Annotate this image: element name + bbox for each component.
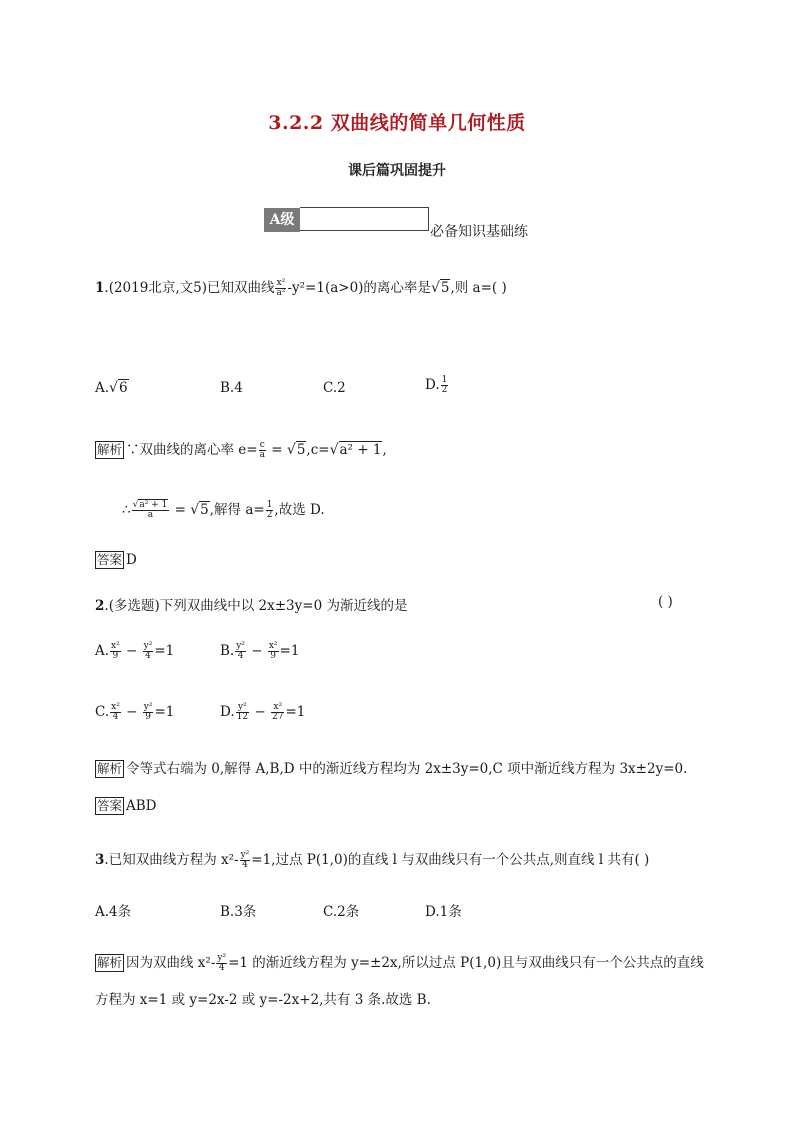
analysis-tag: 解析: [97, 442, 123, 457]
fraction: $\frac{\text{x²}}{\text{a²}}$: [276, 278, 286, 298]
question-text: -y²=1(a>0)的离心率是: [287, 280, 431, 296]
option-c: C.2条: [323, 904, 360, 920]
option-b: B.4: [220, 380, 243, 396]
level-badge: A级: [264, 208, 300, 232]
answer-2: 答案 ABD: [97, 798, 157, 814]
answer-paren: ( ): [658, 594, 673, 610]
level-blank-box: [300, 207, 429, 231]
section-subtitle: 课后篇巩固提升: [348, 163, 446, 179]
sqrt-value: 5: [440, 280, 450, 296]
option-b: B.3条: [220, 904, 257, 920]
analysis-tag: 解析: [97, 761, 123, 776]
option-b: B. $\frac{\text{y²}}{4}$ − $\frac{\text{x²}}{9}$ =1: [220, 641, 300, 661]
option-d: D. $\frac{1}{2}$: [425, 375, 448, 395]
answer-tag: 答案: [97, 798, 123, 813]
page-title: 3.2.2 双曲线的简单几何性质: [268, 112, 526, 134]
option-a: A.4条: [95, 904, 132, 920]
analysis-1: 解析 ∵双曲线的离心率 e= $\frac{c}{a}$ = √5,c=√a² + 1,: [97, 440, 387, 460]
option-d: D.1条: [425, 904, 462, 920]
option-a: A. $\frac{\text{x²}}{9}$ − $\frac{\text{y²}}{4}$ =1: [95, 641, 175, 661]
question-number: 2: [95, 598, 105, 614]
analysis-1-line-2: ∴ $\frac{\text{√a² + 1}}{a}$ = √5,解得 a= $\frac{1}{2}$ ,故选 D.: [122, 500, 325, 520]
question-3: 3.已知双曲线方程为 x²- $\frac{\text{y²}}{4}$ =1,过点 P(1,0)的直线 l 与双曲线只有一个公共点,则直线 l 共有( ): [95, 850, 650, 870]
option-c: C. $\frac{\text{x²}}{4}$ − $\frac{\text{y²}}{9}$ =1: [95, 702, 175, 722]
question-text: .(2019北京,文5)已知双曲线: [104, 280, 275, 296]
answer-tag: 答案: [97, 552, 123, 567]
question-number: 3: [95, 852, 105, 868]
option-c: C.2: [323, 380, 346, 396]
question-text: ,则 a=( ): [450, 280, 507, 296]
analysis-3-line-2: 方程为 x=1 或 y=2x-2 或 y=-2x+2,共有 3 条.故选 B.: [95, 992, 431, 1008]
question-1: 1.(2019北京,文5)已知双曲线 $\frac{\text{x²}}{\text{a²}}$ -y²=1(a>0)的离心率是√5,则 a=( ): [95, 278, 507, 298]
option-d: D. $\frac{\text{y²}}{12}$ − $\frac{\text{x²}}{27}$ =1: [220, 702, 306, 722]
level-label: 必备知识基础练: [430, 224, 528, 240]
option-a: A.√6: [95, 380, 128, 396]
question-number: 1: [95, 280, 105, 296]
answer-1: 答案 D: [97, 552, 137, 568]
analysis-2: 解析 令等式右端为 0,解得 A,B,D 中的渐近线方程均为 2x±3y=0,C 项中渐近线方程为 3x±2y=0.: [97, 761, 688, 777]
question-2: 2.(多选题)下列双曲线中以 2x±3y=0 为渐近线的是: [95, 598, 408, 614]
analysis-3: 解析 因为双曲线 x²- $\frac{\text{y²}}{4}$ =1 的渐近线方程为 y=±2x,所以过点 P(1,0)且与双曲线只有一个公共点的直线: [97, 953, 704, 973]
analysis-tag: 解析: [97, 955, 123, 970]
